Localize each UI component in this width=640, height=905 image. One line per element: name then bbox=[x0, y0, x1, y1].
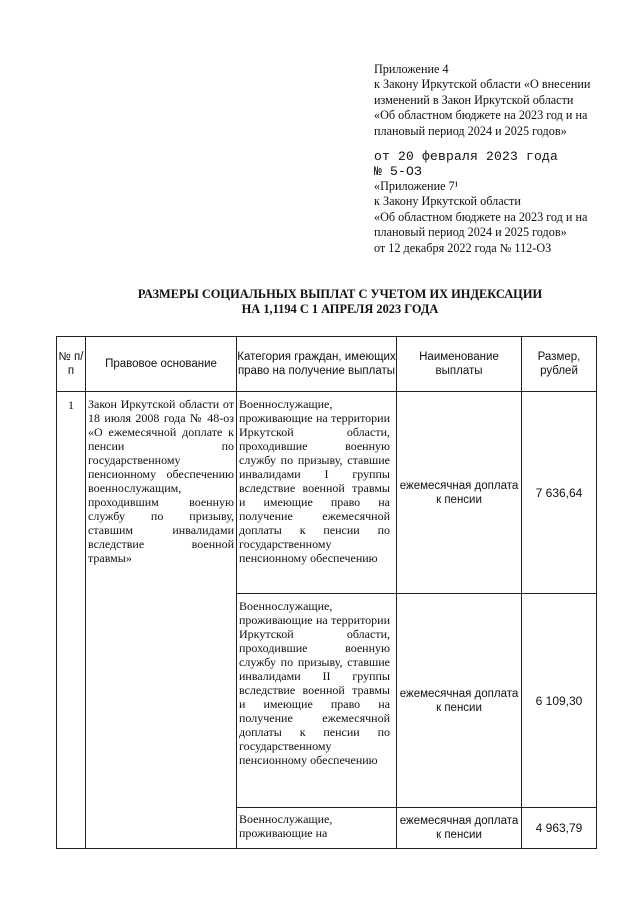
law-number: № 5-ОЗ bbox=[374, 164, 423, 180]
table-header-row bbox=[57, 337, 597, 392]
title-line-2: НА 1,1194 С 1 АПРЕЛЯ 2023 ГОДА bbox=[241, 302, 439, 316]
payment-name-cell: ежемесячная доплата к пенсии bbox=[397, 808, 522, 849]
category-cell: Военнослужащие, проживающие на bbox=[237, 808, 397, 849]
payments-table bbox=[56, 336, 597, 849]
category-cell: Военнослужащие, проживающие на территории Иркутской области, проходившие военную службу по призыву, ставшие инвалидами II группы вследствие военной травмы и имеющие право на получение ежемесячной доплаты к пенсии по государственному пенсионному обеспечению bbox=[237, 594, 397, 808]
law-date: от 20 февраля 2023 года bbox=[374, 149, 559, 165]
ref-line: от 12 декабря 2022 года № 112-ОЗ bbox=[374, 240, 552, 255]
ref-line: плановый период 2024 и 2025 годов» bbox=[374, 225, 567, 240]
header-amount: Размер, рублей bbox=[522, 337, 597, 392]
amount-cell: 6 109,30 bbox=[522, 594, 597, 808]
payment-name-cell: ежемесячная доплата к пенсии bbox=[397, 594, 522, 808]
header-category: Категория граждан, имеющих право на получение выплаты bbox=[237, 337, 397, 392]
payment-name-cell: ежемесячная доплата к пенсии bbox=[397, 392, 522, 594]
amount-cell: 7 636,64 bbox=[522, 392, 597, 594]
legal-basis-cell: Закон Иркутской области от 18 июля 2008 года № 48-оз «О ежемесячной доплате к пенсии по государственному пенсионному обеспечению военнослужащим, проходившим военную службу по призыву, ставшим инвалидами вследствие военной травмы» bbox=[86, 392, 237, 849]
document-title bbox=[60, 287, 620, 317]
header-line: плановый период 2024 и 2025 годов» bbox=[374, 123, 567, 138]
amount-cell: 4 963,79 bbox=[522, 808, 597, 849]
row-number: 1 bbox=[57, 392, 86, 849]
table-row bbox=[57, 392, 597, 594]
header-legal-basis: Правовое основание bbox=[86, 337, 237, 392]
title-line-1: РАЗМЕРЫ СОЦИАЛЬНЫХ ВЫПЛАТ С УЧЕТОМ ИХ ИНДЕКСАЦИИ bbox=[137, 287, 543, 301]
ref-line: «Об областном бюджете на 2023 год и на bbox=[374, 209, 588, 224]
header-line: изменений в Закон Иркутской области bbox=[374, 92, 574, 107]
ref-line: к Закону Иркутской области bbox=[374, 194, 521, 209]
header-num: № п/п bbox=[57, 337, 86, 392]
header-line: к Закону Иркутской области «О внесении bbox=[374, 77, 591, 92]
header-payment-name: Наименование выплаты bbox=[397, 337, 522, 392]
appendix-header bbox=[374, 62, 624, 256]
header-line: Приложение 4 bbox=[374, 62, 449, 76]
category-cell: Военнослужащие, проживающие на территории Иркутской области, проходившие военную службу по призыву, ставшие инвалидами I группы вследствие военной травмы и имеющие право на получение ежемесячной доплаты к пенсии по государственному пенсионному обеспечению bbox=[237, 392, 397, 594]
header-line: «Об областном бюджете на 2023 год и на bbox=[374, 108, 588, 123]
ref-line: «Приложение 7¹ bbox=[374, 179, 459, 194]
